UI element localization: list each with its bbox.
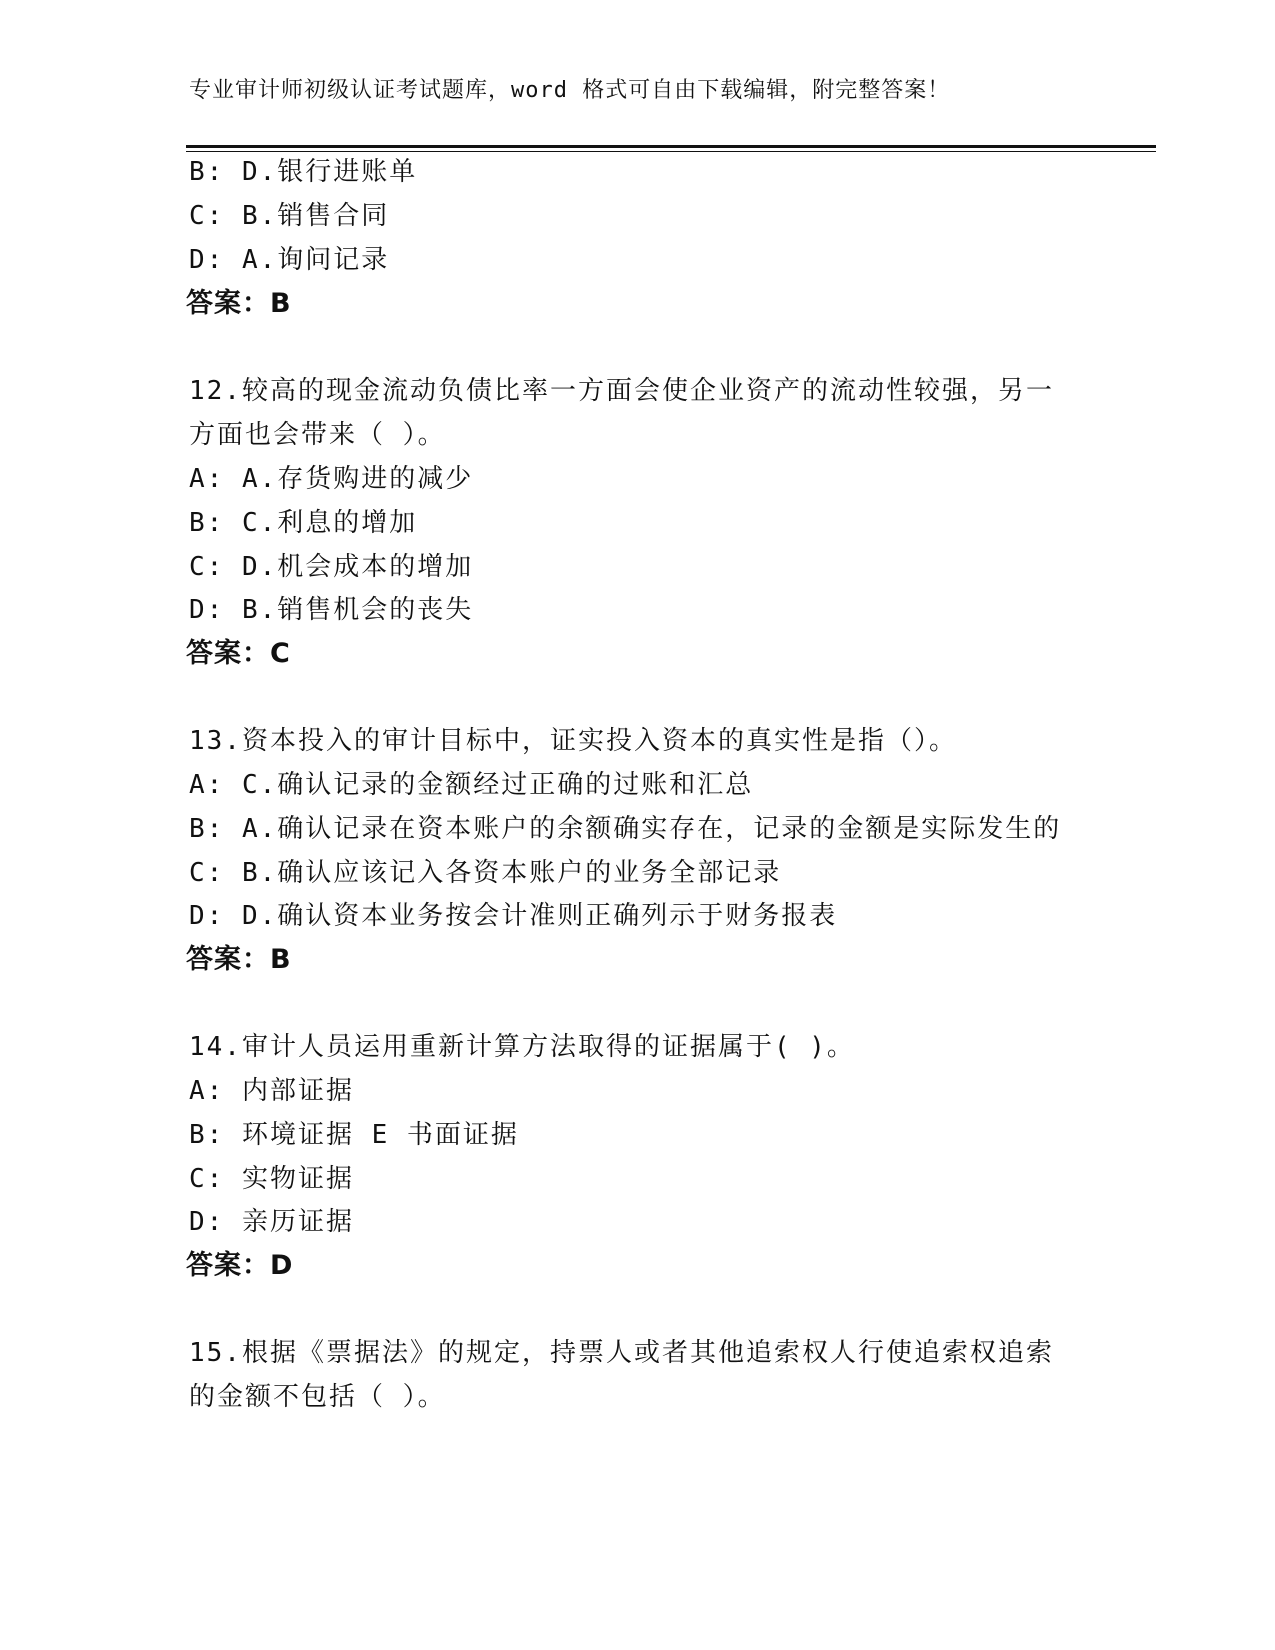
- q11-option-c: C: B.销售合同: [189, 201, 390, 231]
- q14-option-c: C: 实物证据: [189, 1164, 354, 1194]
- q15-stem-line1: 15.根据《票据法》的规定，持票人或者其他追索权人行使追索权追索: [189, 1338, 1054, 1368]
- q13-option-b: B: A.确认记录在资本账户的余额确实存在，记录的金额是实际发生的: [189, 814, 1062, 844]
- q14-stem-line1: 14.审计人员运用重新计算方法取得的证据属于( )。: [189, 1032, 855, 1062]
- q14-option-b: B: 环境证据 E 书面证据: [189, 1120, 519, 1150]
- q15-stem-line2: 的金额不包括（ ）。: [189, 1382, 446, 1412]
- q14-option-d: D: 亲历证据: [189, 1207, 354, 1237]
- q13-stem-line1: 13.资本投入的审计目标中，证实投入资本的真实性是指（）。: [189, 726, 957, 756]
- q12-answer: 答案：C: [186, 638, 291, 669]
- q11-answer: 答案：B: [186, 288, 292, 319]
- q11-option-d: D: A.询问记录: [189, 245, 390, 275]
- q14-answer: 答案：D: [186, 1250, 294, 1281]
- q12-stem-line2: 方面也会带来（ ）。: [189, 420, 446, 450]
- page-header: 专业审计师初级认证考试题库，word 格式可自由下载编辑，附完整答案！: [189, 78, 951, 103]
- q12-option-c: C: D.机会成本的增加: [189, 552, 474, 582]
- q12-option-b: B: C.利息的增加: [189, 508, 418, 538]
- q13-answer: 答案：B: [186, 944, 292, 975]
- q12-option-a: A: A.存货购进的减少: [189, 464, 474, 494]
- q12-stem-line1: 12.较高的现金流动负债比率一方面会使企业资产的流动性较强，另一: [189, 376, 1054, 406]
- q11-option-b: B: D.银行进账单: [189, 157, 418, 187]
- q13-option-c: C: B.确认应该记入各资本账户的业务全部记录: [189, 858, 782, 888]
- header-rule-thick: [186, 145, 1156, 148]
- q13-option-a: A: C.确认记录的金额经过正确的过账和汇总: [189, 770, 754, 800]
- q12-option-d: D: B.销售机会的丧失: [189, 595, 474, 625]
- q14-option-a: A: 内部证据: [189, 1076, 354, 1106]
- header-rule-thin: [186, 151, 1156, 152]
- q13-option-d: D: D.确认资本业务按会计准则正确列示于财务报表: [189, 901, 838, 931]
